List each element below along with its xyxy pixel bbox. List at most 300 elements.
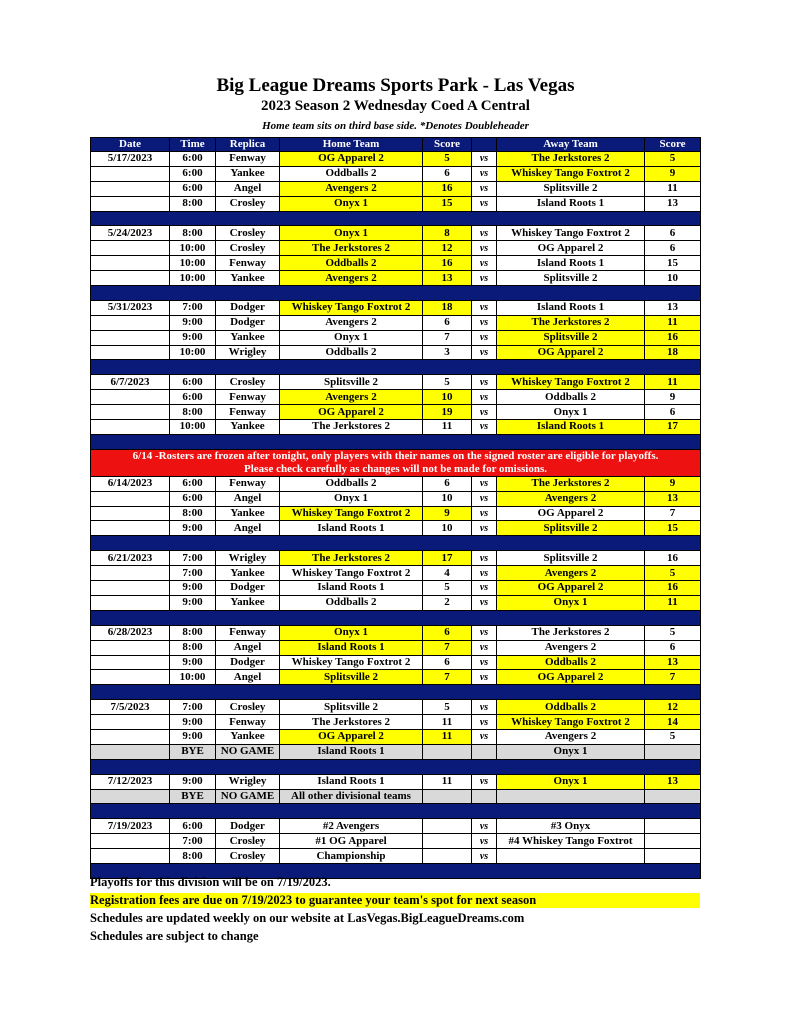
home-score: 7: [423, 330, 472, 345]
game-date: [91, 834, 170, 849]
home-team: Splitsville 2: [280, 375, 423, 390]
separator-bar: [91, 759, 701, 774]
vs-label: vs: [472, 655, 497, 670]
home-score: 6: [423, 315, 472, 330]
home-team: Onyx 1: [280, 226, 423, 241]
game-time: 10:00: [170, 271, 216, 286]
week-separator: [91, 286, 701, 301]
game-field: Crosley: [216, 226, 280, 241]
bye-row: [91, 744, 701, 759]
game-time: 8:00: [170, 849, 216, 864]
vs-label: vs: [472, 566, 497, 581]
vs-label: vs: [472, 625, 497, 640]
game-row: [91, 715, 701, 730]
away-team: Splitsville 2: [497, 181, 645, 196]
bye-row: [91, 789, 701, 804]
game-field: Angel: [216, 521, 280, 536]
game-time: 9:00: [170, 581, 216, 596]
game-row: [91, 506, 701, 521]
separator-bar: [91, 536, 701, 551]
away-team: The Jerkstores 2: [497, 476, 645, 491]
separator-bar: [91, 360, 701, 375]
away-team: Onyx 1: [497, 595, 645, 610]
game-time: 8:00: [170, 625, 216, 640]
vs-label: [472, 744, 497, 759]
away-score: 9: [645, 390, 701, 405]
game-field: Yankee: [216, 506, 280, 521]
game-row: [91, 551, 701, 566]
away-score: 14: [645, 715, 701, 730]
home-score: 9: [423, 506, 472, 521]
game-row: [91, 655, 701, 670]
away-score: 5: [645, 152, 701, 167]
away-team: #4 Whiskey Tango Foxtrot: [497, 834, 645, 849]
home-team: Avengers 2: [280, 315, 423, 330]
away-score: 11: [645, 315, 701, 330]
game-row: [91, 420, 701, 435]
home-score: 2: [423, 595, 472, 610]
game-row: [91, 491, 701, 506]
away-score: 16: [645, 551, 701, 566]
home-team: Whiskey Tango Foxtrot 2: [280, 566, 423, 581]
vs-label: vs: [472, 521, 497, 536]
away-score: 5: [645, 729, 701, 744]
vs-label: vs: [472, 834, 497, 849]
home-score: 16: [423, 181, 472, 196]
vs-label: vs: [472, 700, 497, 715]
game-field: Dodger: [216, 655, 280, 670]
vs-label: vs: [472, 715, 497, 730]
home-score: 11: [423, 420, 472, 435]
home-score: 8: [423, 226, 472, 241]
game-time: 7:00: [170, 700, 216, 715]
home-score: 11: [423, 729, 472, 744]
game-row: [91, 521, 701, 536]
vs-label: vs: [472, 491, 497, 506]
away-team: OG Apparel 2: [497, 581, 645, 596]
away-score: 18: [645, 345, 701, 360]
game-date: [91, 715, 170, 730]
away-team: Island Roots 1: [497, 300, 645, 315]
home-team: Avengers 2: [280, 271, 423, 286]
game-date: [91, 670, 170, 685]
vs-label: vs: [472, 196, 497, 211]
game-date: [91, 595, 170, 610]
vs-label: vs: [472, 330, 497, 345]
week-separator: [91, 211, 701, 226]
home-team: The Jerkstores 2: [280, 715, 423, 730]
game-time: 8:00: [170, 226, 216, 241]
roster-notice-row: [91, 449, 701, 476]
away-score: 16: [645, 330, 701, 345]
game-date: [91, 521, 170, 536]
vs-label: vs: [472, 405, 497, 420]
game-row: [91, 729, 701, 744]
game-time: 8:00: [170, 640, 216, 655]
away-score: 7: [645, 670, 701, 685]
game-time: BYE: [170, 744, 216, 759]
away-score: 12: [645, 700, 701, 715]
vs-label: vs: [472, 476, 497, 491]
home-team: Onyx 1: [280, 625, 423, 640]
game-date: [91, 655, 170, 670]
away-team: #3 Onyx: [497, 819, 645, 834]
week-separator: [91, 434, 701, 449]
playoffs-note: Playoffs for this division will be on 7/19/2023.: [90, 875, 331, 889]
game-row: [91, 625, 701, 640]
away-score: 7: [645, 506, 701, 521]
away-team: Oddballs 2: [497, 655, 645, 670]
home-score: 13: [423, 271, 472, 286]
game-field: Yankee: [216, 595, 280, 610]
vs-label: vs: [472, 226, 497, 241]
game-field: Fenway: [216, 256, 280, 271]
vs-label: vs: [472, 729, 497, 744]
home-team: Avengers 2: [280, 181, 423, 196]
game-row: [91, 849, 701, 864]
game-field: Crosley: [216, 700, 280, 715]
game-field: NO GAME: [216, 744, 280, 759]
home-score: 6: [423, 166, 472, 181]
game-time: 6:00: [170, 476, 216, 491]
game-field: Yankee: [216, 330, 280, 345]
registration-note: Registration fees are due on 7/19/2023 to guarantee your team's spot for next season: [90, 893, 700, 908]
week-separator: [91, 685, 701, 700]
home-team: Whiskey Tango Foxtrot 2: [280, 655, 423, 670]
home-score: 7: [423, 640, 472, 655]
col-away-score-header: Score: [645, 138, 701, 152]
away-score: 16: [645, 581, 701, 596]
away-score: [645, 819, 701, 834]
game-date: [91, 566, 170, 581]
roster-notice: 6/14 -Rosters are frozen after tonight, only players with their names on the signed roster are eligible for playoffs. Please check carefully as changes will not be made for omissions.: [91, 449, 701, 476]
separator-bar: [91, 211, 701, 226]
game-time: 9:00: [170, 315, 216, 330]
website-note: Schedules are updated weekly on our website at LasVegas.BigLeagueDreams.com: [90, 911, 525, 925]
game-row: [91, 315, 701, 330]
away-team: Avengers 2: [497, 491, 645, 506]
col-time-header: Time: [170, 138, 216, 152]
home-score: 5: [423, 375, 472, 390]
game-row: [91, 834, 701, 849]
home-team: OG Apparel 2: [280, 729, 423, 744]
home-team: OG Apparel 2: [280, 152, 423, 167]
schedule-note: Home team sits on third base side. *Denotes Doubleheader: [262, 120, 529, 132]
vs-label: vs: [472, 849, 497, 864]
game-date: 6/21/2023: [91, 551, 170, 566]
vs-label: vs: [472, 819, 497, 834]
home-team: Oddballs 2: [280, 256, 423, 271]
game-time: 6:00: [170, 375, 216, 390]
vs-label: vs: [472, 581, 497, 596]
home-score: 5: [423, 581, 472, 596]
change-note: Schedules are subject to change: [90, 929, 259, 943]
game-field: Yankee: [216, 729, 280, 744]
away-team: Avengers 2: [497, 640, 645, 655]
away-score: 13: [645, 774, 701, 789]
home-team: Onyx 1: [280, 330, 423, 345]
home-team: The Jerkstores 2: [280, 241, 423, 256]
home-team: Island Roots 1: [280, 581, 423, 596]
away-score: 9: [645, 476, 701, 491]
game-row: [91, 196, 701, 211]
game-date: [91, 181, 170, 196]
game-row: [91, 241, 701, 256]
home-team: Oddballs 2: [280, 166, 423, 181]
home-score: 19: [423, 405, 472, 420]
away-score: [645, 834, 701, 849]
home-score: 16: [423, 256, 472, 271]
game-time: 9:00: [170, 774, 216, 789]
home-score: 15: [423, 196, 472, 211]
home-team: Avengers 2: [280, 390, 423, 405]
col-away-team-header: Away Team: [497, 138, 645, 152]
game-field: Angel: [216, 181, 280, 196]
vs-label: vs: [472, 375, 497, 390]
game-field: NO GAME: [216, 789, 280, 804]
game-date: [91, 729, 170, 744]
game-field: Crosley: [216, 375, 280, 390]
away-score: 11: [645, 181, 701, 196]
game-date: [91, 405, 170, 420]
away-team: Splitsville 2: [497, 551, 645, 566]
home-team: Whiskey Tango Foxtrot 2: [280, 506, 423, 521]
game-time: 9:00: [170, 729, 216, 744]
col-vs-header: [472, 138, 497, 152]
game-date: [91, 789, 170, 804]
game-row: [91, 476, 701, 491]
vs-label: vs: [472, 774, 497, 789]
home-team: Island Roots 1: [280, 521, 423, 536]
game-field: Fenway: [216, 476, 280, 491]
vs-label: vs: [472, 670, 497, 685]
separator-bar: [91, 804, 701, 819]
game-field: Crosley: [216, 241, 280, 256]
game-field: Angel: [216, 670, 280, 685]
home-score: 3: [423, 345, 472, 360]
vs-label: vs: [472, 256, 497, 271]
game-row: [91, 166, 701, 181]
table-header-row: [91, 138, 701, 152]
game-time: 10:00: [170, 420, 216, 435]
away-team: The Jerkstores 2: [497, 152, 645, 167]
home-score: [423, 789, 472, 804]
home-team: The Jerkstores 2: [280, 551, 423, 566]
home-score: 5: [423, 152, 472, 167]
away-team: OG Apparel 2: [497, 345, 645, 360]
home-score: [423, 834, 472, 849]
home-team: Championship: [280, 849, 423, 864]
game-row: [91, 300, 701, 315]
game-row: [91, 181, 701, 196]
vs-label: vs: [472, 271, 497, 286]
home-team: Whiskey Tango Foxtrot 2: [280, 300, 423, 315]
game-date: 6/7/2023: [91, 375, 170, 390]
game-row: [91, 670, 701, 685]
separator-bar: [91, 685, 701, 700]
away-team: Island Roots 1: [497, 196, 645, 211]
page-title: Big League Dreams Sports Park - Las Vegas: [216, 75, 575, 96]
game-field: Fenway: [216, 390, 280, 405]
game-row: [91, 256, 701, 271]
week-separator: [91, 360, 701, 375]
home-score: 4: [423, 566, 472, 581]
away-score: [645, 789, 701, 804]
game-date: [91, 744, 170, 759]
home-team: OG Apparel 2: [280, 405, 423, 420]
game-field: Dodger: [216, 819, 280, 834]
home-score: [423, 849, 472, 864]
away-score: 9: [645, 166, 701, 181]
away-score: 6: [645, 405, 701, 420]
game-time: 9:00: [170, 521, 216, 536]
game-date: [91, 315, 170, 330]
home-score: 6: [423, 625, 472, 640]
game-time: 9:00: [170, 655, 216, 670]
game-row: [91, 152, 701, 167]
col-home-team-header: Home Team: [280, 138, 423, 152]
game-time: 8:00: [170, 506, 216, 521]
home-team: Splitsville 2: [280, 700, 423, 715]
home-team: Oddballs 2: [280, 345, 423, 360]
game-time: 6:00: [170, 819, 216, 834]
game-row: [91, 271, 701, 286]
away-team: Whiskey Tango Foxtrot 2: [497, 715, 645, 730]
home-team: #2 Avengers: [280, 819, 423, 834]
away-team: Onyx 1: [497, 744, 645, 759]
game-field: Yankee: [216, 166, 280, 181]
away-score: 17: [645, 420, 701, 435]
away-team: Oddballs 2: [497, 390, 645, 405]
game-row: [91, 405, 701, 420]
game-time: 7:00: [170, 566, 216, 581]
home-team: Oddballs 2: [280, 476, 423, 491]
col-date-header: Date: [91, 138, 170, 152]
home-team: Onyx 1: [280, 491, 423, 506]
home-score: 6: [423, 655, 472, 670]
away-team: [497, 789, 645, 804]
game-field: Wrigley: [216, 774, 280, 789]
game-row: [91, 330, 701, 345]
home-score: [423, 819, 472, 834]
away-score: 6: [645, 226, 701, 241]
away-team: Avengers 2: [497, 729, 645, 744]
away-score: 13: [645, 196, 701, 211]
home-team: The Jerkstores 2: [280, 420, 423, 435]
col-replica-header: Replica: [216, 138, 280, 152]
game-date: [91, 256, 170, 271]
game-date: [91, 271, 170, 286]
game-row: [91, 566, 701, 581]
game-date: 5/31/2023: [91, 300, 170, 315]
away-team: Whiskey Tango Foxtrot 2: [497, 226, 645, 241]
home-score: 6: [423, 476, 472, 491]
away-score: [645, 744, 701, 759]
game-date: 6/28/2023: [91, 625, 170, 640]
game-field: Crosley: [216, 849, 280, 864]
away-score: 13: [645, 491, 701, 506]
game-date: 5/17/2023: [91, 152, 170, 167]
away-team: Onyx 1: [497, 405, 645, 420]
game-row: [91, 375, 701, 390]
home-team: Island Roots 1: [280, 774, 423, 789]
game-field: Yankee: [216, 271, 280, 286]
vs-label: vs: [472, 241, 497, 256]
game-row: [91, 595, 701, 610]
game-row: [91, 774, 701, 789]
game-date: 6/14/2023: [91, 476, 170, 491]
home-score: 18: [423, 300, 472, 315]
game-field: Crosley: [216, 834, 280, 849]
away-team: Splitsville 2: [497, 521, 645, 536]
game-field: Wrigley: [216, 345, 280, 360]
vs-label: vs: [472, 300, 497, 315]
vs-label: vs: [472, 315, 497, 330]
game-date: [91, 506, 170, 521]
game-field: Crosley: [216, 196, 280, 211]
away-team: OG Apparel 2: [497, 241, 645, 256]
game-field: Dodger: [216, 581, 280, 596]
vs-label: [472, 789, 497, 804]
game-time: 10:00: [170, 241, 216, 256]
game-date: 7/5/2023: [91, 700, 170, 715]
game-row: [91, 640, 701, 655]
game-time: 7:00: [170, 551, 216, 566]
home-team: Island Roots 1: [280, 640, 423, 655]
game-time: BYE: [170, 789, 216, 804]
game-row: [91, 581, 701, 596]
game-time: 7:00: [170, 834, 216, 849]
home-score: [423, 744, 472, 759]
game-time: 6:00: [170, 166, 216, 181]
home-score: 7: [423, 670, 472, 685]
game-date: [91, 491, 170, 506]
away-score: 6: [645, 241, 701, 256]
game-field: Dodger: [216, 315, 280, 330]
home-score: 17: [423, 551, 472, 566]
game-time: 10:00: [170, 345, 216, 360]
game-field: Fenway: [216, 152, 280, 167]
game-date: 7/12/2023: [91, 774, 170, 789]
game-row: [91, 226, 701, 241]
away-team: Whiskey Tango Foxtrot 2: [497, 166, 645, 181]
away-team: Splitsville 2: [497, 271, 645, 286]
away-team: Splitsville 2: [497, 330, 645, 345]
game-date: [91, 166, 170, 181]
away-team: The Jerkstores 2: [497, 625, 645, 640]
away-score: 11: [645, 595, 701, 610]
away-score: 6: [645, 640, 701, 655]
page-subtitle: 2023 Season 2 Wednesday Coed A Central: [261, 98, 530, 114]
away-team: Island Roots 1: [497, 256, 645, 271]
game-date: [91, 849, 170, 864]
game-date: [91, 390, 170, 405]
home-score: 10: [423, 521, 472, 536]
away-team: Avengers 2: [497, 566, 645, 581]
separator-bar: [91, 610, 701, 625]
game-field: Wrigley: [216, 551, 280, 566]
home-team: Oddballs 2: [280, 595, 423, 610]
home-score: 10: [423, 390, 472, 405]
away-team: OG Apparel 2: [497, 506, 645, 521]
separator-bar: [91, 434, 701, 449]
game-field: Angel: [216, 491, 280, 506]
home-team: Splitsville 2: [280, 670, 423, 685]
away-team: Island Roots 1: [497, 420, 645, 435]
away-score: 10: [645, 271, 701, 286]
vs-label: vs: [472, 166, 497, 181]
away-team: Whiskey Tango Foxtrot 2: [497, 375, 645, 390]
